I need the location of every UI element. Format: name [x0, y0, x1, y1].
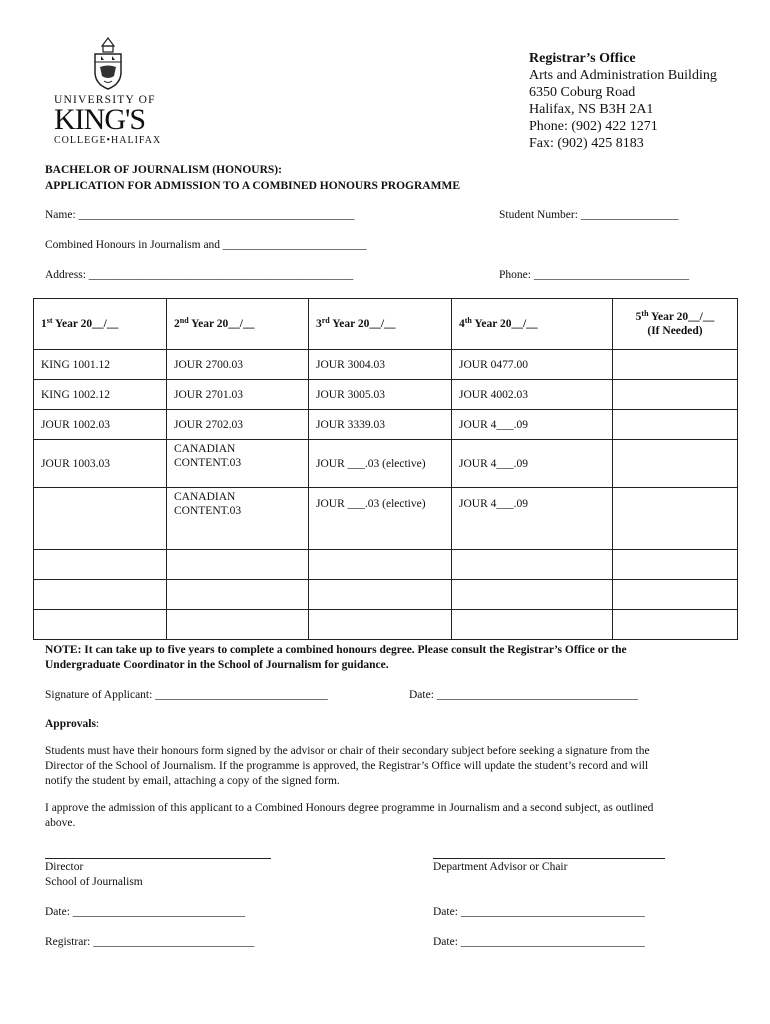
director-label: Director: [45, 861, 84, 873]
student-number-field[interactable]: Student Number: _________________: [499, 209, 679, 221]
director-signature-line[interactable]: [45, 858, 271, 859]
table-cell[interactable]: [167, 550, 309, 580]
applicant-signature-field[interactable]: Signature of Applicant: ______________________________: [45, 689, 328, 701]
table-cell[interactable]: JOUR 4___.09: [452, 488, 613, 550]
approvals-para1-line3: notify the student by email, attaching a copy of the signed form.: [45, 775, 340, 787]
office-fax: Fax: (902) 425 8183: [529, 136, 644, 151]
school-label: School of Journalism: [45, 876, 143, 888]
table-cell[interactable]: JOUR ___.03 (elective): [309, 440, 452, 488]
table-cell[interactable]: [613, 610, 738, 640]
applicant-date-field[interactable]: Date: ___________________________________: [409, 689, 639, 701]
table-row: [34, 410, 738, 440]
table-cell[interactable]: [613, 380, 738, 410]
table-cell[interactable]: [613, 550, 738, 580]
university-logo: [54, 36, 166, 148]
address-field[interactable]: Address: ______________________________________________: [45, 269, 354, 281]
table-cell[interactable]: [34, 488, 167, 550]
table-cell[interactable]: JOUR 3339.03: [309, 410, 452, 440]
table-cell[interactable]: JOUR 2700.03: [167, 350, 309, 380]
table-row: [34, 350, 738, 380]
logo-text-university: UNIVERSITY OF: [54, 94, 156, 106]
advisor-label: Department Advisor or Chair: [433, 861, 568, 873]
approvals-para2-line2: above.: [45, 817, 76, 829]
table-cell[interactable]: [613, 410, 738, 440]
logo-text-kings: KING'S: [54, 103, 146, 136]
approvals-para1-line1: Students must have their honours form signed by the advisor or chair of their secondary subject before seeking a signature from the: [45, 745, 650, 757]
name-field[interactable]: Name: ________________________________________________: [45, 209, 355, 221]
table-cell[interactable]: [613, 580, 738, 610]
advisor-date-field[interactable]: Date: ________________________________: [433, 906, 645, 918]
approvals-para1-line2: Director of the School of Journalism. If the programme is approved, the Registrar’s Office will update the student’s record and will: [45, 760, 649, 772]
table-cell[interactable]: KING 1001.12: [34, 350, 167, 380]
approvals-heading: Approvals:: [45, 718, 100, 730]
table-cell[interactable]: JOUR 3004.03: [309, 350, 452, 380]
table-cell[interactable]: [167, 580, 309, 610]
table-row: [34, 580, 738, 610]
registrar-date-field[interactable]: Date: ________________________________: [433, 936, 645, 948]
header-year-2: 2nd Year 20__/__: [167, 299, 309, 350]
table-cell[interactable]: [34, 550, 167, 580]
table-cell[interactable]: CANADIAN CONTENT.03: [167, 440, 309, 488]
table-cell[interactable]: [167, 610, 309, 640]
table-cell[interactable]: JOUR 4___.09: [452, 440, 613, 488]
registrar-signature-field[interactable]: Registrar: ____________________________: [45, 936, 255, 948]
table-cell[interactable]: KING 1002.12: [34, 380, 167, 410]
combined-honours-field[interactable]: Combined Honours in Journalism and _________________________: [45, 239, 367, 251]
note-line1: NOTE: It can take up to five years to complete a combined honours degree. Please consult the Registrar’s Office or the: [45, 644, 627, 656]
table-cell[interactable]: JOUR 1002.03: [34, 410, 167, 440]
logo-text-college: COLLEGE•HALIFAX: [54, 135, 162, 146]
phone-field[interactable]: Phone: ___________________________: [499, 269, 690, 281]
header-year-4: 4th Year 20__/__: [452, 299, 613, 350]
table-cell[interactable]: JOUR ___.03 (elective): [309, 488, 452, 550]
table-cell[interactable]: [452, 550, 613, 580]
course-table: [33, 298, 738, 640]
office-street: 6350 Coburg Road: [529, 85, 636, 100]
header-year-1: 1st Year 20__/__: [34, 299, 167, 350]
table-cell[interactable]: [309, 580, 452, 610]
table-cell[interactable]: [452, 610, 613, 640]
office-title: Registrar’s Office: [529, 51, 636, 66]
note-line2: Undergraduate Coordinator in the School of Journalism for guidance.: [45, 659, 389, 671]
table-row: [34, 610, 738, 640]
table-cell[interactable]: [613, 440, 738, 488]
header-year-3: 3rd Year 20__/__: [309, 299, 452, 350]
table-header-row: [34, 299, 738, 350]
table-cell[interactable]: JOUR 3005.03: [309, 380, 452, 410]
form-title-line2: APPLICATION FOR ADMISSION TO A COMBINED HONOURS PROGRAMME: [45, 180, 460, 192]
form-title-line1: BACHELOR OF JOURNALISM (HONOURS):: [45, 164, 282, 176]
table-cell[interactable]: JOUR 2702.03: [167, 410, 309, 440]
table-cell[interactable]: CANADIAN CONTENT.03: [167, 488, 309, 550]
office-address: [529, 50, 717, 152]
director-date-field[interactable]: Date: ______________________________: [45, 906, 246, 918]
table-cell[interactable]: JOUR 0477.00: [452, 350, 613, 380]
table-row: [34, 440, 738, 488]
office-city: Halifax, NS B3H 2A1: [529, 102, 654, 117]
header-year-5: 5th Year 20__/__ (If Needed): [613, 299, 738, 350]
approvals-para2-line1: I approve the admission of this applicant to a Combined Honours degree programme in Journalism and a second subject, as outlined: [45, 802, 654, 814]
table-cell[interactable]: [613, 350, 738, 380]
table-cell[interactable]: JOUR 2701.03: [167, 380, 309, 410]
table-cell[interactable]: [452, 580, 613, 610]
table-cell[interactable]: [34, 610, 167, 640]
table-row: [34, 380, 738, 410]
table-cell[interactable]: [613, 488, 738, 550]
advisor-signature-line[interactable]: [433, 858, 665, 859]
office-building: Arts and Administration Building: [529, 68, 717, 83]
table-cell[interactable]: [34, 580, 167, 610]
table-row: [34, 550, 738, 580]
crest-icon: [92, 36, 124, 90]
table-cell[interactable]: JOUR 1003.03: [34, 440, 167, 488]
table-cell[interactable]: JOUR 4___.09: [452, 410, 613, 440]
table-cell[interactable]: [309, 610, 452, 640]
table-row: [34, 488, 738, 550]
table-cell[interactable]: [309, 550, 452, 580]
table-cell[interactable]: JOUR 4002.03: [452, 380, 613, 410]
office-phone: Phone: (902) 422 1271: [529, 119, 658, 134]
